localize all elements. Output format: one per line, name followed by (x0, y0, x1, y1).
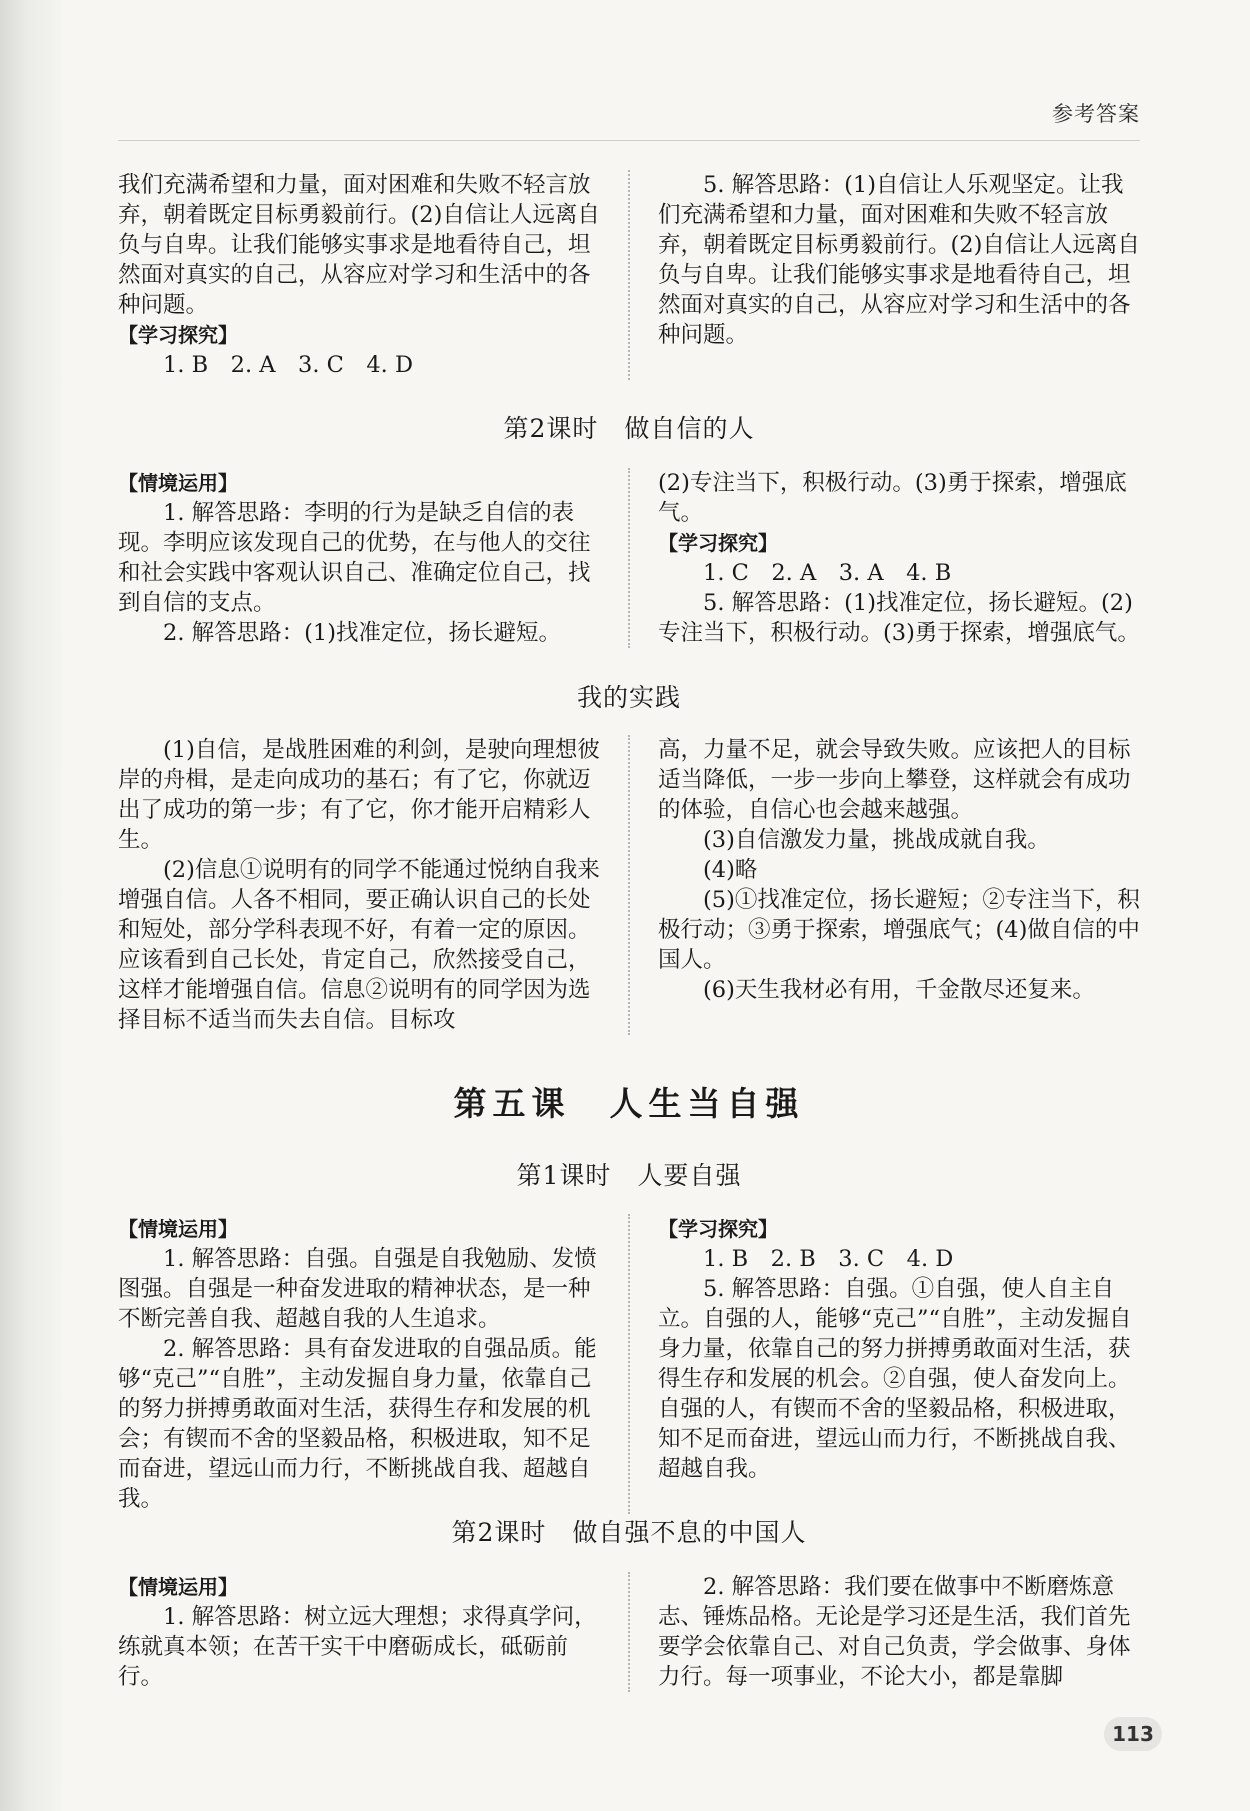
answers-block-2 (118, 468, 1140, 648)
paragraph: (4)略 (703, 857, 758, 883)
section-title: 第1课时 人要自强 (516, 1161, 742, 1190)
answer-line: 1. B 2. B 3. C 4. D (703, 1246, 954, 1272)
paragraph: 我们充满希望和力量，面对困难和失败不轻言放弃，朝着既定目标勇毅前行。(2)自信让人远离自负与自卑。让我们能够实事求是地看待自己，坦然面对真实的自己，从容应对学习和生活中的各种问题。 (118, 172, 600, 318)
page-header: 参考答案 (1052, 102, 1140, 126)
answers-block-4 (118, 1572, 1140, 1692)
section-tag: 【情境运用】 (118, 471, 238, 495)
answers-block-3 (118, 1214, 1140, 1514)
left-column (118, 468, 600, 648)
section-tag: 【学习探究】 (658, 1217, 778, 1241)
column-divider (628, 468, 630, 648)
left-column (118, 735, 600, 1035)
right-column (658, 735, 1140, 1035)
paragraph: (1)自信，是战胜困难的利剑，是驶向理想彼岸的舟楫，是走向成功的基石；有了它，你就迈出了成功的第一步；有了它，你才能开启精彩人生。 (118, 737, 600, 853)
page-number: 113 (1104, 1717, 1162, 1751)
paragraph: (2)专注当下，积极行动。(3)勇于探索，增强底气。 (658, 470, 1127, 526)
paragraph: 5. 解答思路：(1)自信让人乐观坚定。让我们充满希望和力量，面对困难和失败不轻言放弃，朝着既定目标勇毅前行。(2)自信让人远离自负与自卑。让我们能够实事求是地看待自己，坦然面对真实的自己，从容应对学习和生活中的各种问题。 (658, 172, 1140, 348)
left-column (118, 1572, 600, 1692)
right-column (658, 1214, 1140, 1514)
column-divider (628, 1572, 630, 1692)
answer-line: 1. B 2. A 3. C 4. D (163, 352, 414, 378)
paragraph: 2. 解答思路：具有奋发进取的自强品质。能够“克己”“自胜”，主动发掘自身力量，依靠自己的努力拼搏勇敢面对生活，获得生存和发展的机会；有锲而不舍的坚毅品格，积极进取，知不足而奋进，望远山而力行，不断挑战自我、超越自我。 (118, 1336, 597, 1512)
section-title: 第2课时 做自信的人 (503, 414, 755, 443)
paragraph: 5. 解答思路：(1)找准定位，扬长避短。(2)专注当下，积极行动。(3)勇于探索，增强底气。 (658, 590, 1140, 646)
lesson-title: 第五课 人生当自强 (453, 1084, 805, 1123)
header-divider (118, 140, 1140, 141)
left-column (118, 1214, 600, 1514)
section-title: 我的实践 (576, 683, 681, 712)
right-column (658, 468, 1140, 648)
column-divider (628, 735, 630, 1035)
paragraph: (5)①找准定位，扬长避短；②专注当下，积极行动；③勇于探索，增强底气；(4)做自信的中国人。 (658, 887, 1140, 973)
section-title: 第2课时 做自强不息的中国人 (451, 1518, 807, 1547)
left-column (118, 170, 600, 380)
column-divider (628, 1214, 630, 1514)
column-divider (628, 170, 630, 380)
paragraph: 1. 解答思路：树立远大理想；求得真学问，练就真本领；在苦干实干中磨砺成长，砥砺前行。 (118, 1604, 597, 1690)
paragraph: (2)信息①说明有的同学不能通过悦纳自我来增强自信。人各不相同，要正确认识自己的长处和短处，部分学科表现不好，有着一定的原因。应该看到自己长处，肯定自己，欣然接受自己，这样才能增强自信。信息②说明有的同学因为选择目标不适当而失去自信。目标攻 (118, 857, 600, 1033)
paragraph: (3)自信激发力量，挑战成就自我。 (703, 827, 1050, 853)
paragraph: 2. 解答思路：我们要在做事中不断磨炼意志、锤炼品格。无论是学习还是生活，我们首先要学会依靠自己、对自己负责，学会做事、身体力行。每一项事业，不论大小，都是靠脚 (658, 1574, 1131, 1690)
paragraph: 1. 解答思路：自强。自强是自我勉励、发愤图强。自强是一种奋发进取的精神状态，是一种不断完善自我、超越自我的人生追求。 (118, 1246, 597, 1332)
answers-block-1 (118, 170, 1140, 380)
paragraph: 2. 解答思路：(1)找准定位，扬长避短。 (163, 620, 561, 646)
section-tag: 【学习探究】 (118, 323, 238, 347)
paragraph: 1. 解答思路：李明的行为是缺乏自信的表现。李明应该发现自己的优势，在与他人的交往和社会实践中客观认识自己、准确定位自己，找到自信的支点。 (118, 500, 591, 616)
section-tag: 【情境运用】 (118, 1217, 238, 1241)
book-spine-shadow (0, 0, 62, 1811)
practice-block (118, 735, 1140, 1035)
section-tag: 【学习探究】 (658, 531, 778, 555)
right-column (658, 1572, 1140, 1692)
paragraph: 5. 解答思路：自强。①自强，使人自主自立。自强的人，能够“克己”“自胜”，主动发掘自身力量，依靠自己的努力拼搏勇敢面对生活，获得生存和发展的机会。②自强，使人奋发向上。自强的人，有锲而不舍的坚毅品格，积极进取，知不足而奋进，望远山而力行，不断挑战自我、超越自我。 (658, 1276, 1132, 1482)
section-tag: 【情境运用】 (118, 1575, 238, 1599)
right-column (658, 170, 1140, 380)
paragraph: 高，力量不足，就会导致失败。应该把人的目标适当降低，一步一步向上攀登，这样就会有成功的体验，自信心也会越来越强。 (658, 737, 1131, 823)
answer-line: 1. C 2. A 3. A 4. B (703, 560, 952, 586)
paragraph: (6)天生我材必有用，千金散尽还复来。 (703, 977, 1095, 1003)
